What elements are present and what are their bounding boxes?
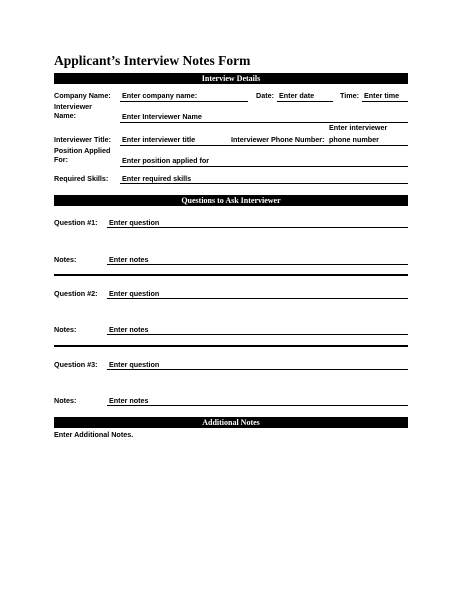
position-label-line1: Position Applied	[54, 146, 111, 155]
question-2-label: Question #2:	[54, 289, 98, 298]
question-1-underline	[107, 227, 408, 228]
date-underline	[277, 101, 333, 102]
question-1-field[interactable]: Enter question	[109, 218, 160, 227]
company-name-field[interactable]: Enter company name:	[122, 91, 198, 100]
required-skills-underline	[120, 183, 408, 184]
time-label: Time:	[340, 91, 360, 100]
question-3-label: Question #3:	[54, 360, 98, 369]
notes-3-label: Notes:	[54, 396, 77, 405]
notes-3-underline	[107, 405, 408, 406]
question-2-divider	[54, 345, 408, 347]
section-header-questions: Questions to Ask Interviewer	[54, 195, 408, 206]
section-header-interview-details: Interview Details	[54, 73, 408, 84]
title-phone-underline	[120, 145, 408, 146]
question-1-label: Question #1:	[54, 218, 98, 227]
interviewer-phone-field-line1[interactable]: Enter interviewer	[329, 123, 388, 132]
required-skills-label: Required Skills:	[54, 174, 109, 183]
notes-2-underline	[107, 334, 408, 335]
time-field[interactable]: Enter time	[364, 91, 400, 100]
company-name-label: Company Name:	[54, 91, 111, 100]
notes-1-underline	[107, 264, 408, 265]
time-underline	[362, 101, 408, 102]
additional-notes-field[interactable]: Enter Additional Notes.	[54, 430, 134, 439]
position-underline	[120, 166, 408, 167]
notes-1-field[interactable]: Enter notes	[109, 255, 149, 264]
question-2-field[interactable]: Enter question	[109, 289, 160, 298]
company-name-underline	[120, 101, 248, 102]
interviewer-name-label-line2: Name:	[54, 111, 76, 120]
notes-2-field[interactable]: Enter notes	[109, 325, 149, 334]
interviewer-name-field[interactable]: Enter Interviewer Name	[122, 112, 202, 121]
interviewer-title-field[interactable]: Enter interviewer title	[122, 135, 196, 144]
required-skills-field[interactable]: Enter required skills	[122, 174, 192, 183]
position-field[interactable]: Enter position applied for	[122, 156, 210, 165]
interviewer-phone-label: Interviewer Phone Number:	[231, 135, 325, 144]
date-label: Date:	[256, 91, 274, 100]
question-1-divider	[54, 274, 408, 276]
date-field[interactable]: Enter date	[279, 91, 315, 100]
interviewer-name-label-line1: Interviewer	[54, 102, 92, 111]
notes-2-label: Notes:	[54, 325, 77, 334]
question-2-underline	[107, 298, 408, 299]
section-header-additional-notes: Additional Notes	[54, 417, 408, 428]
position-label-line2: For:	[54, 155, 68, 164]
notes-1-label: Notes:	[54, 255, 77, 264]
question-3-field[interactable]: Enter question	[109, 360, 160, 369]
notes-3-field[interactable]: Enter notes	[109, 396, 149, 405]
question-3-underline	[107, 369, 408, 370]
form-title: Applicant’s Interview Notes Form	[54, 53, 251, 68]
interviewer-title-label: Interviewer Title:	[54, 135, 111, 144]
interviewer-phone-field-line2[interactable]: phone number	[329, 135, 379, 144]
